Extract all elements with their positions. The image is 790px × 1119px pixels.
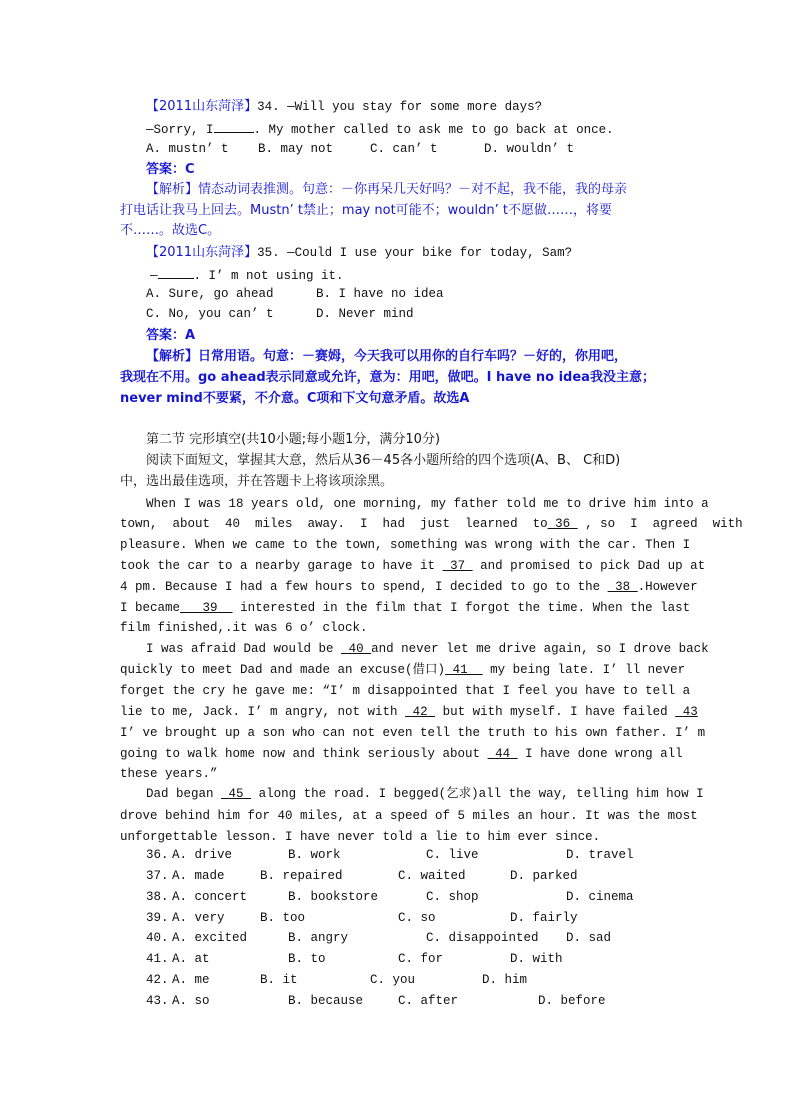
blank-38 bbox=[608, 580, 638, 594]
choice-d: D. him bbox=[482, 973, 528, 987]
blank-43 bbox=[675, 705, 698, 719]
q34-response-a: —Sorry, I bbox=[146, 123, 214, 137]
choice-c: C. after bbox=[398, 994, 459, 1008]
passage-text: .However bbox=[637, 580, 698, 594]
choice-d: D. before bbox=[538, 994, 606, 1008]
passage-p3-line2: drove behind him for 40 miles, at a speed of 5 miles an hour. It was the most bbox=[120, 809, 698, 823]
q34-response-b: . My mother called to ask me to go back at once. bbox=[253, 123, 614, 137]
choice-d: D. parked bbox=[510, 869, 578, 883]
choice-num: 38. bbox=[146, 890, 169, 904]
passage-text: , so I agreed with bbox=[577, 517, 743, 531]
blank-36-num: 36 bbox=[555, 517, 571, 531]
choice-b: B. too bbox=[260, 911, 306, 925]
choice-num: 41. bbox=[146, 952, 169, 966]
choice-num: 37. bbox=[146, 869, 169, 883]
passage-text: took the car to a nearby garage to have it bbox=[120, 559, 436, 573]
passage-p2-line1 bbox=[146, 640, 709, 658]
q35-analysis-line2: 我现在不用。go ahead表示同意或允许，意为：用吧，做吧。I have no idea我没主意； bbox=[120, 370, 655, 385]
q35-option-b: B. I have no idea bbox=[316, 287, 444, 301]
q35-stem-text: 35. —Could I use your bike for today, Sam? bbox=[257, 246, 573, 260]
blank-45-num: 45 bbox=[228, 787, 244, 801]
blank-44-num: 44 bbox=[495, 747, 511, 761]
passage-p1-line5 bbox=[120, 578, 698, 596]
q34-analysis-line1 bbox=[146, 181, 672, 199]
blank-42 bbox=[405, 705, 435, 719]
passage-text: going to walk home now and think seriously about bbox=[120, 747, 481, 761]
q34-analysis-tag: 【解析】 bbox=[146, 182, 199, 197]
choice-d: D. fairly bbox=[510, 911, 578, 925]
passage-text: Dad began bbox=[146, 787, 214, 801]
q34-stem-text: 34. —Will you stay for some more days? bbox=[257, 100, 543, 114]
choice-c: C. waited bbox=[398, 869, 466, 883]
choice-c: C. disappointed bbox=[426, 931, 539, 945]
choice-a: A. at bbox=[172, 952, 210, 966]
q35-option-c: C. No, you can’ t bbox=[146, 307, 274, 321]
blank-36 bbox=[548, 517, 578, 531]
choice-c: C. shop bbox=[426, 890, 479, 904]
blank-39-num: 39 bbox=[202, 601, 218, 615]
blank-41-num: 41 bbox=[452, 663, 468, 677]
section-title: 第二节 完形填空(共10小题;每小题1分，满分10分) bbox=[146, 432, 441, 447]
passage-text: 4 pm. Because I had a few hours to spend, I decided to go to the bbox=[120, 580, 601, 594]
blank-40-num: 40 bbox=[348, 642, 364, 656]
choice-a: A. concert bbox=[172, 890, 248, 904]
q35-option-a: A. Sure, go ahead bbox=[146, 287, 274, 301]
passage-text: along the road. I begged(乞求)all the way, telling him how I bbox=[258, 787, 704, 801]
choice-b: B. to bbox=[288, 952, 326, 966]
q35-stem bbox=[146, 244, 698, 262]
choice-a: A. so bbox=[172, 994, 210, 1008]
passage-text: interested in the film that I forgot the time. When the last bbox=[240, 601, 691, 615]
q35-analysis-line3: never mind不要紧，不介意。C项和下文句意矛盾。故选A bbox=[120, 391, 470, 406]
choice-a: A. drive bbox=[172, 848, 233, 862]
choice-num: 43. bbox=[146, 994, 169, 1008]
choice-b: B. because bbox=[288, 994, 364, 1008]
choice-num: 42. bbox=[146, 973, 169, 987]
blank-40 bbox=[341, 642, 371, 656]
passage-text: I have done wrong all bbox=[525, 747, 683, 761]
q34-option-c: C. can’ t bbox=[370, 142, 438, 156]
passage-p2-line4 bbox=[120, 703, 698, 721]
passage-p1-line4 bbox=[120, 557, 706, 575]
q34-stem bbox=[146, 98, 698, 116]
q35-tag: 【2011山东菏泽】 bbox=[146, 245, 258, 260]
choice-num: 40. bbox=[146, 931, 169, 945]
q35-answer: 答案：A bbox=[146, 328, 196, 343]
passage-p3-line1 bbox=[146, 785, 704, 803]
choice-d: D. with bbox=[510, 952, 563, 966]
q35-response-b: . I’ m not using it. bbox=[193, 269, 344, 283]
passage-text: and never let me drive again, so I drove back bbox=[371, 642, 709, 656]
choice-c: C. you bbox=[370, 973, 416, 987]
passage-text: I was afraid Dad would be bbox=[146, 642, 334, 656]
choice-a: A. excited bbox=[172, 931, 248, 945]
blank-42-num: 42 bbox=[412, 705, 428, 719]
choice-b: B. repaired bbox=[260, 869, 343, 883]
passage-p2-line7: these years.” bbox=[120, 767, 218, 781]
blank-41 bbox=[445, 663, 483, 677]
choice-num: 36. bbox=[146, 848, 169, 862]
choice-b: B. it bbox=[260, 973, 298, 987]
passage-p3-line3: unforgettable lesson. I have never told a lie to him ever since. bbox=[120, 830, 601, 844]
blank-44 bbox=[488, 747, 518, 761]
choice-a: A. made bbox=[172, 869, 225, 883]
choice-c: C. live bbox=[426, 848, 479, 862]
choice-b: B. bookstore bbox=[288, 890, 379, 904]
q35-option-d: D. Never mind bbox=[316, 307, 414, 321]
section-instruction-2: 中，选出最佳选项，并在答题卡上将该项涂黑。 bbox=[120, 474, 394, 489]
blank-37-num: 37 bbox=[450, 559, 466, 573]
section-instruction-1: 阅读下面短文，掌握其大意，然后从36－45各小题所给的四个选项(A、B、 C和D) bbox=[146, 453, 621, 468]
blank-38-num: 38 bbox=[615, 580, 631, 594]
blank-45 bbox=[221, 787, 251, 801]
passage-p1-line2 bbox=[120, 515, 743, 533]
q34-analysis-text1: 情态动词表推测。句意：－你再呆几天好吗？－对不起，我不能，我的母亲 bbox=[198, 182, 628, 197]
passage-p1-line7: film finished,.it was 6 o’ clock. bbox=[120, 621, 368, 635]
passage-p1-line1: When I was 18 years old, one morning, my father told me to drive him into a bbox=[146, 497, 709, 511]
q34-option-a: A. mustn’ t bbox=[146, 142, 229, 156]
q34-analysis-line2: 打电话让我马上回去。Mustn’ t禁止；may not可能不；wouldn’ t不愿做……，将要 bbox=[120, 203, 612, 218]
passage-p2-line5: I’ ve brought up a son who can not even tell the truth to his own father. I’ m bbox=[120, 726, 706, 740]
choice-c: C. for bbox=[398, 952, 444, 966]
passage-p1-line3: pleasure. When we came to the town, something was wrong with the car. Then I bbox=[120, 538, 691, 552]
passage-text: lie to me, Jack. I’ m angry, not with bbox=[120, 705, 398, 719]
choice-d: D. travel bbox=[566, 848, 634, 862]
q35-response-a: — bbox=[150, 269, 158, 283]
choice-a: A. very bbox=[172, 911, 225, 925]
choice-b: B. angry bbox=[288, 931, 349, 945]
q35-response bbox=[150, 266, 702, 285]
choice-a: A. me bbox=[172, 973, 210, 987]
q34-option-d: D. wouldn’ t bbox=[484, 142, 575, 156]
q34-option-b: B. may not bbox=[258, 142, 334, 156]
passage-text: quickly to meet Dad and made an excuse(借口) bbox=[120, 663, 446, 677]
passage-p2-line6 bbox=[120, 745, 683, 763]
passage-text: but with myself. I have failed bbox=[442, 705, 668, 719]
choice-b: B. work bbox=[288, 848, 341, 862]
q35-blank bbox=[158, 266, 194, 279]
passage-text: and promised to pick Dad up at bbox=[480, 559, 706, 573]
choice-num: 39. bbox=[146, 911, 169, 925]
choice-d: D. cinema bbox=[566, 890, 634, 904]
choice-d: D. sad bbox=[566, 931, 612, 945]
blank-37 bbox=[443, 559, 473, 573]
passage-p1-line6 bbox=[120, 599, 691, 617]
q34-analysis-line3: 不……。故选C。 bbox=[120, 223, 221, 238]
passage-text: my being late. I’ ll never bbox=[490, 663, 686, 677]
q34-answer: 答案：C bbox=[146, 162, 195, 177]
q34-blank bbox=[214, 120, 254, 133]
passage-p2-line3: forget the cry he gave me: “I’ m disappointed that I feel you have to tell a bbox=[120, 684, 691, 698]
q35-analysis-line1: 【解析】日常用语。句意：－赛姆，今天我可以用你的自行车吗？－好的，你用吧， bbox=[146, 349, 628, 364]
passage-text: I became bbox=[120, 601, 181, 615]
choice-c: C. so bbox=[398, 911, 436, 925]
passage-text: town, about 40 miles away. I had just learned to bbox=[120, 517, 548, 531]
blank-43-num: 43 bbox=[682, 705, 698, 719]
q34-response bbox=[146, 120, 698, 139]
q34-tag: 【2011山东菏泽】 bbox=[146, 99, 258, 114]
passage-p2-line2 bbox=[120, 661, 686, 679]
blank-39 bbox=[180, 601, 233, 615]
